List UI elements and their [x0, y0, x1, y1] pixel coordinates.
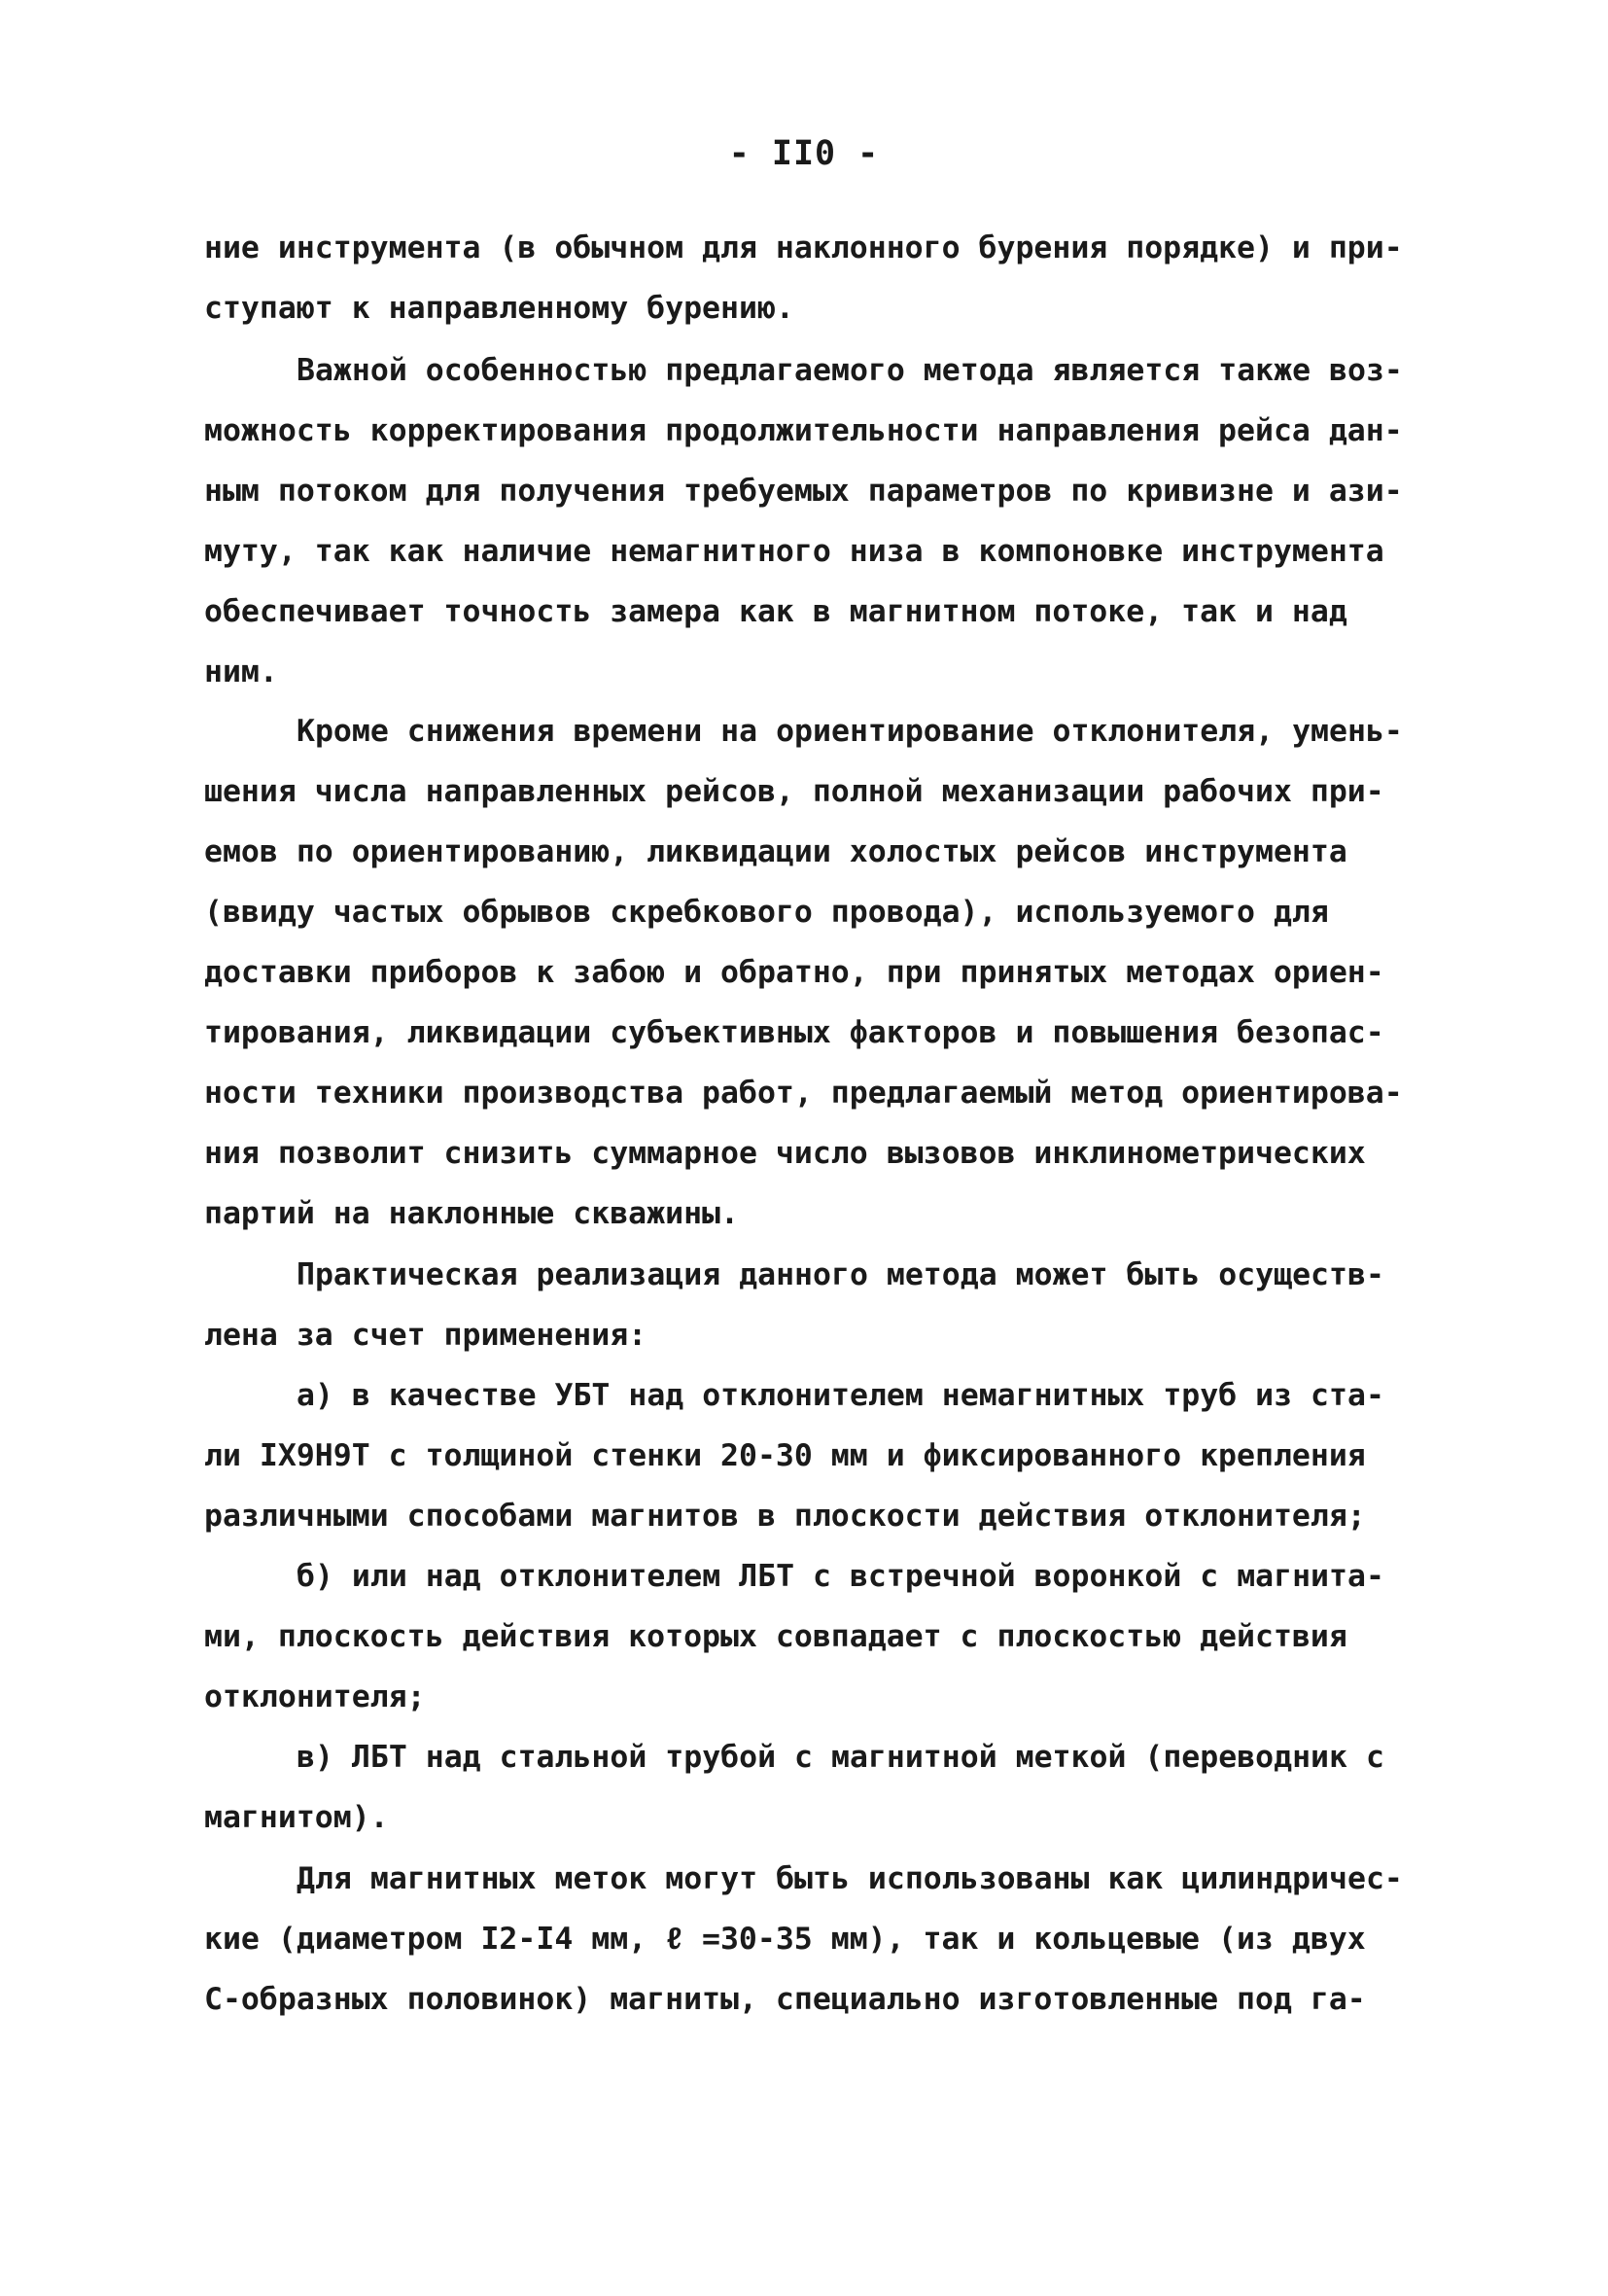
- text-line: шения числа направленных рейсов, полной механизации рабочих при-: [204, 774, 1384, 809]
- text-line: ступают к направленному бурению.: [204, 291, 794, 326]
- text-line: кие (диаметром I2-I4 мм, ℓ =30-35 мм), так и кольцевые (из двух: [204, 1922, 1366, 1957]
- text-line: различными способами магнитов в плоскости действия отклонителя;: [204, 1499, 1366, 1534]
- text-line: партий на наклонные скважины.: [204, 1196, 739, 1231]
- text-line: ми, плоскость действия которых совпадает с плоскостью действия: [204, 1619, 1347, 1654]
- text-line: ным потоком для получения требуемых параметров по кривизне и ази-: [204, 474, 1403, 509]
- text-line: отклонителя;: [204, 1679, 426, 1714]
- page-number: - II0 -: [728, 134, 880, 173]
- text-line: Важной особенностью предлагаемого метода является также воз-: [297, 353, 1403, 388]
- text-line: ли IХ9Н9Т с толщиной стенки 20-30 мм и фиксированного крепления: [204, 1438, 1366, 1473]
- text-line: тирования, ликвидации субъективных факторов и повышения безопас-: [204, 1015, 1384, 1050]
- text-line: лена за счет применения:: [204, 1318, 647, 1353]
- text-line: Практическая реализация данного метода может быть осуществ-: [297, 1257, 1384, 1292]
- text-line: можность корректирования продолжительности направления рейса дан-: [204, 413, 1403, 448]
- text-line: ним.: [204, 654, 278, 689]
- text-line: ности техники производства работ, предлагаемый метод ориентирова-: [204, 1076, 1403, 1111]
- text-line: ние инструмента (в обычном для наклонного бурения порядке) и при-: [204, 230, 1403, 265]
- text-line: С-образных половинок) магниты, специально изготовленные под га-: [204, 1982, 1366, 2017]
- text-line: б) или над отклонителем ЛБТ с встречной воронкой с магнита-: [297, 1559, 1384, 1594]
- text-line: (ввиду частых обрывов скребкового провода), используемого для: [204, 895, 1329, 930]
- text-line: доставки приборов к забою и обратно, при принятых методах ориен-: [204, 955, 1384, 990]
- text-line: а) в качестве УБТ над отклонителем немагнитных труб из ста-: [297, 1378, 1384, 1413]
- text-line: Кроме снижения времени на ориентирование отклонителя, умень-: [297, 714, 1403, 749]
- text-line: в) ЛБТ над стальной трубой с магнитной меткой (переводник с: [297, 1740, 1384, 1775]
- text-line: Для магнитных меток могут быть использованы как цилиндричес-: [297, 1861, 1403, 1896]
- text-line: емов по ориентированию, ликвидации холостых рейсов инструмента: [204, 834, 1347, 869]
- text-line: магнитом).: [204, 1800, 389, 1835]
- text-line: муту, так как наличие немагнитного низа в компоновке инструмента: [204, 534, 1384, 569]
- text-line: обеспечивает точность замера как в магнитном потоке, так и над: [204, 594, 1347, 629]
- text-line: ния позволит снизить суммарное число вызовов инклинометрических: [204, 1136, 1366, 1171]
